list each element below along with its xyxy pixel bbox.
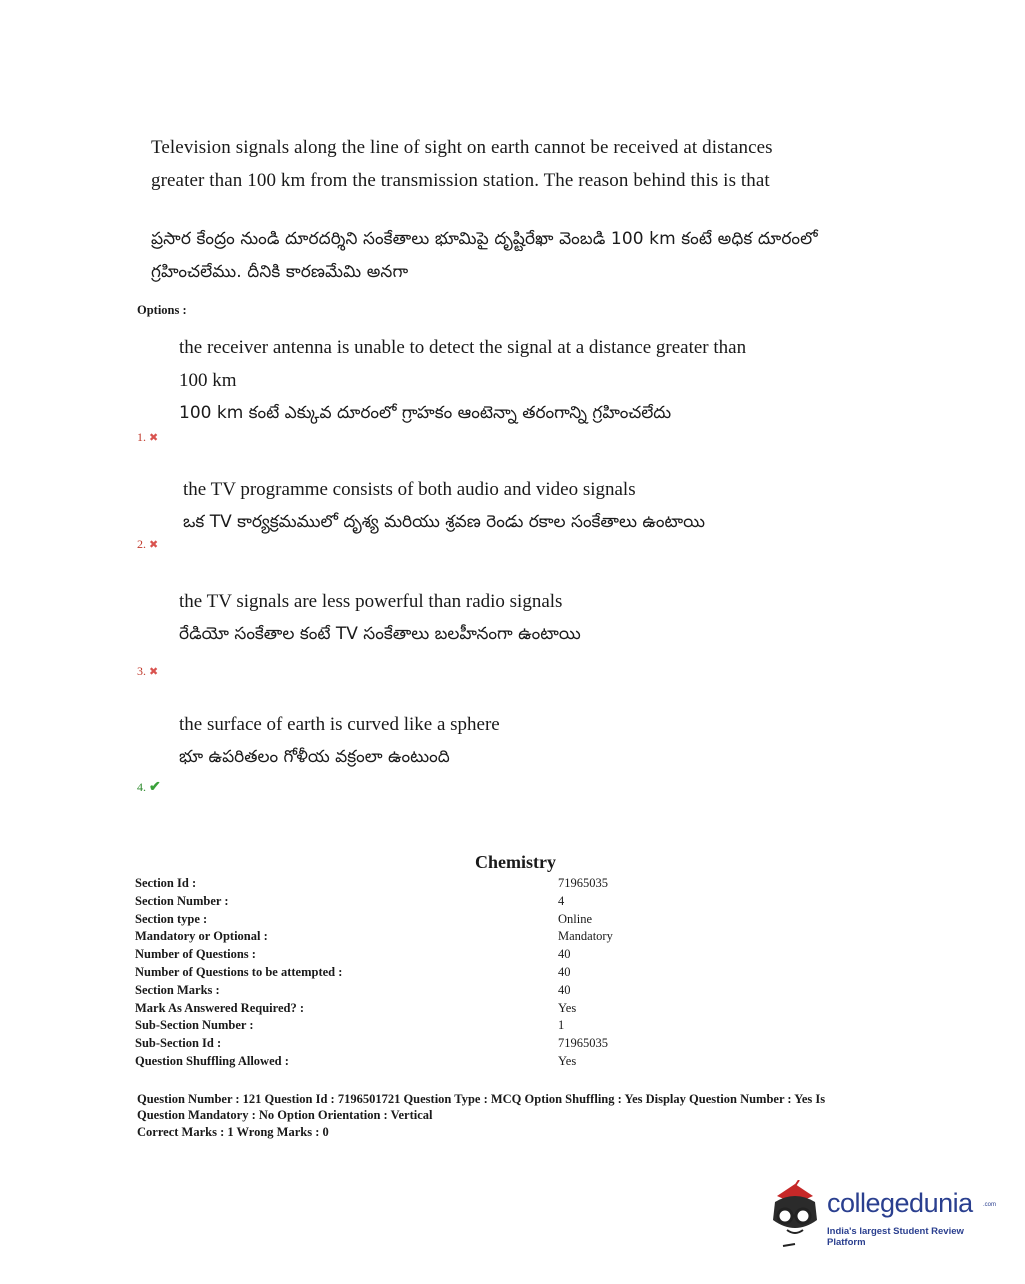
section-detail-value: 40 [558, 964, 571, 979]
section-detail-label: Sub-Section Number : [135, 1018, 254, 1033]
option-3-number [137, 664, 158, 679]
collegedunia-logo[interactable] [765, 1180, 995, 1250]
section-detail-value: 71965035 [558, 876, 608, 890]
section-detail-row [135, 1000, 655, 1018]
wrong-mark-icon: ✖ [149, 539, 159, 551]
option-telugu: భూ ఉపరితలం గోళీయ వక్రంలా ఉంటుంది [179, 747, 450, 767]
option-english: the surface of earth is curved like a sphere [179, 714, 500, 735]
option-3[interactable] [179, 585, 819, 651]
option-telugu: రేడియో సంకేతాల కంటే TV సంకేతాలు బలహీనంగా ఉంటాయి [179, 624, 581, 644]
option-english: the TV programme consists of both audio and video signals [183, 479, 636, 500]
check-mark-icon: ✔ [149, 780, 161, 795]
option-4[interactable] [179, 708, 819, 774]
question-info-line: Correct Marks : 1 Wrong Marks : 0 [137, 1125, 329, 1139]
section-detail-row [135, 911, 655, 929]
question-line: greater than 100 km from the transmission station. The reason behind this is that [151, 170, 770, 191]
question-info-line: Question Mandatory : No Option Orientation : Vertical [137, 1107, 433, 1122]
section-detail-label: Section Number : [135, 893, 229, 908]
section-detail-value: Yes [558, 1053, 577, 1068]
section-detail-row [135, 875, 655, 893]
section-title: Chemistry [475, 852, 556, 872]
section-detail-value: 1 [558, 1018, 565, 1033]
section-detail-label: Number of Questions to be attempted : [135, 964, 343, 979]
option-1-number [137, 430, 158, 445]
logo-domain-suffix: .com [983, 1202, 997, 1208]
section-detail-row [135, 893, 655, 911]
question-text-telugu [151, 223, 851, 289]
option-number: 4. [137, 780, 146, 794]
option-telugu: 100 km కంటే ఎక్కువ దూరంలో గ్రాహకం ఆంటెన్నా తరంగాన్ని గ్రహించలేదు [179, 403, 672, 423]
option-2[interactable] [183, 473, 823, 539]
mascot-icon [765, 1180, 825, 1250]
section-detail-label: Section type : [135, 911, 208, 926]
option-telugu: ఒక TV కార్యక్రమములో దృశ్య మరియు శ్రవణ రెండు రకాల సంకేతాలు ఉంటాయి [183, 512, 705, 532]
section-detail-label: Section Marks : [135, 982, 220, 997]
logo-tagline: India's largest Student Review Platform [827, 1226, 964, 1248]
section-details-table [135, 875, 655, 1071]
section-detail-label: Mark As Answered Required? : [135, 1000, 304, 1015]
section-detail-label: Number of Questions : [135, 947, 256, 962]
option-english: the receiver antenna is unable to detect the signal at a distance greater than [179, 337, 747, 358]
section-detail-row [135, 964, 655, 982]
options-label: Options : [137, 303, 187, 317]
section-detail-value: Yes [558, 1000, 577, 1015]
section-detail-label: Mandatory or Optional : [135, 929, 268, 944]
question-line: గ్రహించలేము. దీనికి కారణమేమి అనగా [151, 262, 409, 282]
question-text-english [151, 131, 831, 197]
section-detail-row [135, 1053, 655, 1071]
section-detail-label: Sub-Section Id : [135, 1036, 222, 1051]
section-detail-row [135, 928, 655, 946]
question-info-line: Question Number : 121 Question Id : 7196501721 Question Type : MCQ Option Shuffling : Yes Display Question Number : Yes Is [137, 1092, 826, 1106]
section-detail-value: Mandatory [558, 929, 613, 944]
option-number: 3. [137, 664, 146, 678]
logo-wordmark: collegedunia [827, 1188, 973, 1218]
section-detail-row [135, 1017, 655, 1035]
section-detail-row [135, 1035, 655, 1053]
option-1[interactable] [179, 331, 819, 430]
section-detail-value: 4 [558, 893, 565, 908]
section-detail-label: Section Id : [135, 876, 197, 890]
option-english: the TV signals are less powerful than radio signals [179, 591, 563, 612]
question-line: ప్రసార కేంద్రం నుండి దూరదర్శిని సంకేతాలు భూమిపై దృష్టిరేఖా వెంబడి 100 km కంటే అధిక దూరంలో [151, 229, 818, 249]
option-english: 100 km [179, 370, 237, 391]
question-line: Television signals along the line of sight on earth cannot be received at distances [151, 137, 773, 158]
section-detail-value: 40 [558, 982, 571, 997]
wrong-mark-icon: ✖ [149, 432, 159, 444]
option-number: 1. [137, 430, 146, 444]
option-2-number [137, 537, 158, 552]
section-detail-value: Online [558, 911, 593, 926]
section-detail-label: Question Shuffling Allowed : [135, 1053, 289, 1068]
option-4-number [137, 779, 161, 796]
section-detail-row [135, 982, 655, 1000]
option-number: 2. [137, 537, 146, 551]
section-detail-row [135, 946, 655, 964]
section-detail-value: 40 [558, 947, 571, 962]
section-detail-value: 71965035 [558, 1036, 608, 1051]
question-info [137, 1092, 897, 1141]
wrong-mark-icon: ✖ [149, 666, 159, 678]
